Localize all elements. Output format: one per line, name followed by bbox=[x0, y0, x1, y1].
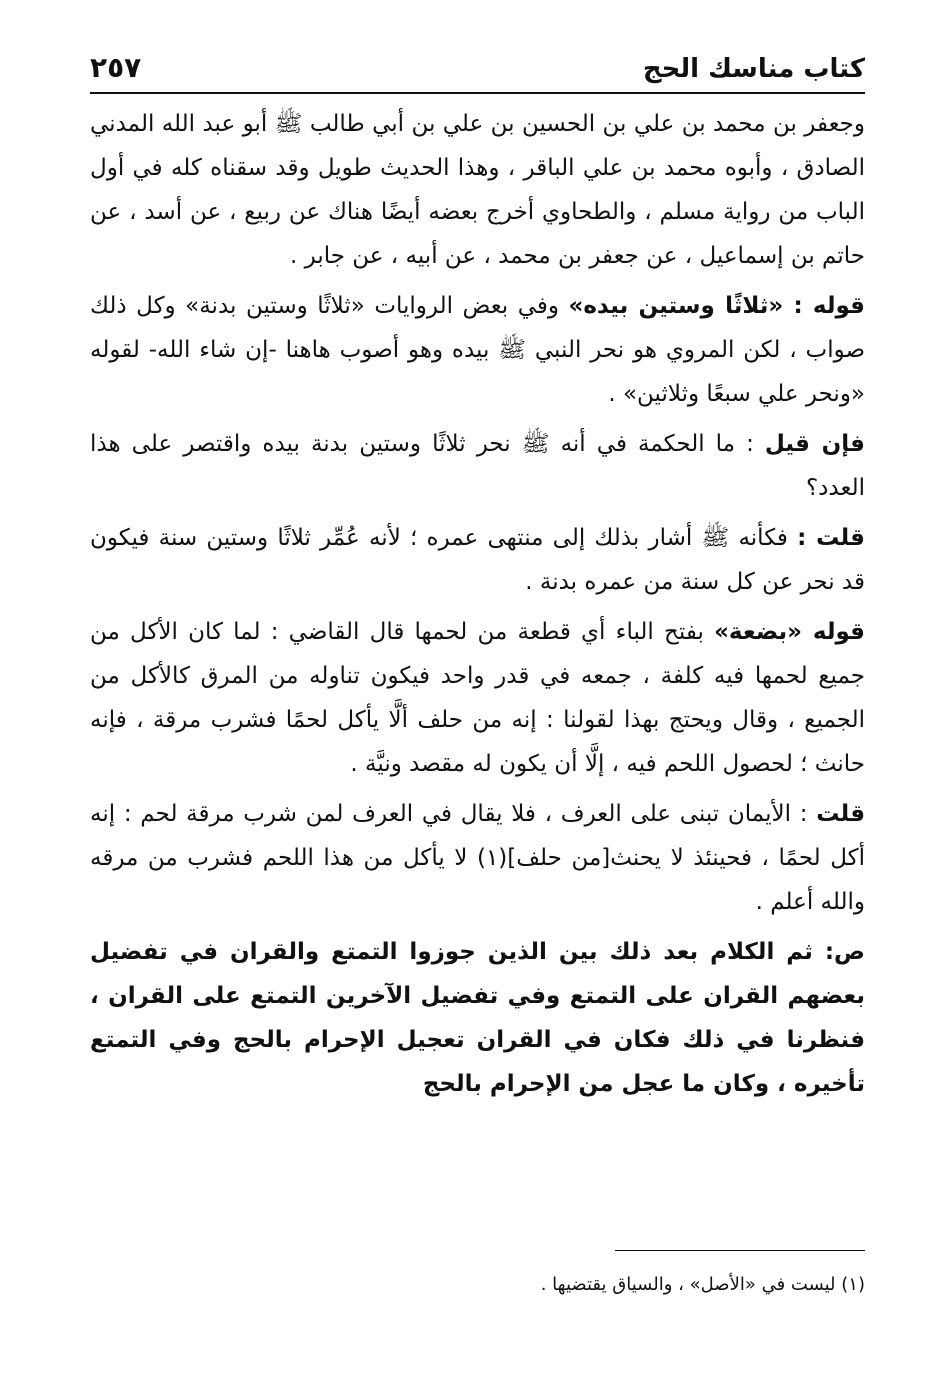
paragraph-lead: قوله «بضعة» bbox=[714, 619, 865, 645]
footnote: (١) ليست في «الأصل» ، والسياق يقتضيها . bbox=[540, 1274, 865, 1295]
paragraph-3 bbox=[90, 422, 865, 510]
paragraph-lead: قلت : bbox=[797, 525, 865, 551]
page-number: ٢٥٧ bbox=[90, 51, 142, 84]
paragraph-5 bbox=[90, 610, 865, 786]
paragraph-text: : الأيمان تبنى على العرف ، فلا يقال في العرف لمن شرب مرقة لحم : إنه أكل لحمًا ، فحينئذ لا يحنث[من حلف](١) لا يأكل من هذا اللحم فشرب من مرقه والله أعلم . bbox=[90, 801, 865, 915]
paragraph-6 bbox=[90, 792, 865, 924]
paragraph-text: وجعفر بن محمد بن علي بن الحسين بن علي بن أبي طالب ﷺ أبو عبد الله المدني الصادق ، وأبوه محمد بن علي الباقر ، وهذا الحديث طويل وقد سقناه كله في أول الباب من رواية مسلم ، والطحاوي أخرج بعضه أيضًا هناك عن ربيع ، عن أسد ، عن حاتم بن إسماعيل ، عن جعفر بن محمد ، عن أبيه ، عن جابر . bbox=[90, 111, 865, 269]
running-title: كتاب مناسك الحج bbox=[642, 54, 865, 84]
page-header bbox=[90, 30, 865, 94]
book-page bbox=[90, 30, 865, 1295]
paragraph-text: فكأنه ﷺ أشار بذلك إلى منتهى عمره ؛ لأنه عُمِّر ثلاثًا وستين سنة فيكون قد نحر عن كل سنة من عمره بدنة . bbox=[90, 525, 865, 595]
matn-paragraph: ص: ثم الكلام بعد ذلك بين الذين جوزوا التمتع والقران في تفضيل بعضهم القران على التمتع وفي تفضيل الآخرين التمتع على القران ، فنظرنا في ذلك فكان في القران تعجيل الإحرام بالحج وفي التمتع تأخيره ، وكان ما عجل من الإحرام بالحج bbox=[90, 939, 865, 1097]
paragraph-text: : ما الحكمة في أنه ﷺ نحر ثلاثًا وستين بدنة بيده واقتصر على هذا العدد؟ bbox=[90, 431, 865, 501]
paragraph-4 bbox=[90, 516, 865, 604]
paragraph-lead: قلت bbox=[816, 801, 865, 827]
paragraph-text: بفتح الباء أي قطعة من لحمها قال القاضي : لما كان الأكل من جميع لحمها فيه كلفة ، جمعه في قدر واحد فيكون تناوله من المرق كالأكل من الجميع ، وقال ويحتج بهذا لقولنا : إنه من حلف ألَّا يأكل لحمًا فشرب مرقة ، فإنه حانث ؛ لحصول اللحم فيه ، إلَّا أن يكون له مقصد ونيَّة . bbox=[90, 619, 865, 777]
footnote-divider bbox=[615, 1250, 865, 1251]
page-body bbox=[90, 102, 865, 1106]
paragraph-text: وفي بعض الروايات «ثلاثًا وستين بدنة» وكل ذلك صواب ، لكن المروي هو نحر النبي ﷺ بيده وهو أصوب هاهنا -إن شاء الله- لقوله «ونحر علي سبعًا وثلاثين» . bbox=[90, 293, 865, 407]
paragraph-lead: قوله : «ثلاثًا وستين بيده» bbox=[568, 293, 865, 319]
paragraph-lead: فإن قيل bbox=[764, 431, 865, 457]
paragraph-1 bbox=[90, 102, 865, 278]
paragraph-2 bbox=[90, 284, 865, 416]
